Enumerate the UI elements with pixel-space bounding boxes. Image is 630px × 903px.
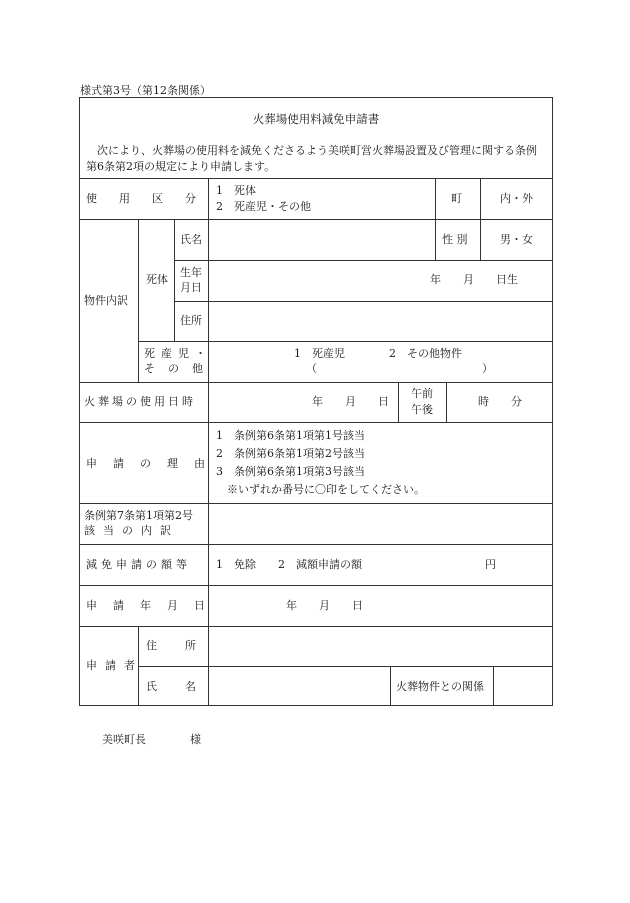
- amount-value: 1 免除 2 減額申請の額: [216, 558, 362, 571]
- town-label: 町: [451, 192, 462, 205]
- birth-label-line2: 月日: [180, 281, 202, 294]
- am-label: 午前: [411, 387, 433, 400]
- pm-label: 午後: [411, 403, 433, 416]
- row-divider: [80, 544, 552, 545]
- application-date-label: 申請年月日: [86, 599, 221, 612]
- row-divider: [138, 341, 552, 342]
- addressee: 美咲町長 様: [102, 733, 201, 746]
- row-divider: [174, 260, 552, 261]
- usage-label: 使用区分: [86, 192, 218, 205]
- reason-label: 申請の理由: [86, 457, 221, 470]
- row-divider: [80, 219, 552, 220]
- applicant-label: 申請者: [86, 659, 143, 672]
- column-divider: [398, 382, 399, 422]
- row-divider: [80, 626, 552, 627]
- intro-text: 次により、火葬場の使用料を減免くださるよう美咲町営火葬場設置及び管理に関する条例第6条第2項の規定により申請します。: [86, 144, 537, 173]
- row-divider: [80, 178, 552, 179]
- address-label: 住所: [180, 314, 202, 327]
- row-divider: [80, 422, 552, 423]
- application-form: [79, 97, 553, 706]
- stillborn-label-line2: その他: [144, 362, 216, 375]
- stillborn-options: 1 死産児 2 その他物件: [294, 347, 462, 360]
- column-divider: [446, 382, 447, 422]
- column-divider: [435, 219, 436, 260]
- body-label: 死体: [146, 273, 168, 286]
- item-details-label: 物件内訳: [84, 294, 128, 307]
- relation-label: 火葬物件との関係: [396, 680, 484, 693]
- row-divider: [80, 585, 552, 586]
- usage-option-body: 1 死体: [216, 184, 256, 197]
- reason-item-1: 1 条例第6条第1項第1号該当: [216, 429, 365, 442]
- usage-time-value: 時 分: [478, 395, 522, 408]
- reason-item-3: 3 条例第6条第1項第3号該当: [216, 465, 365, 478]
- sex-value: 男・女: [500, 233, 533, 246]
- usage-date-value: 年 月 日: [312, 395, 389, 408]
- column-divider: [480, 178, 481, 219]
- application-date-value: 年 月 日: [286, 599, 363, 612]
- row-divider: [138, 666, 552, 667]
- reason-item-2: 2 条例第6条第1項第2号該当: [216, 447, 365, 460]
- reason-note: ※いずれか番号に〇印をしてください。: [227, 483, 425, 496]
- name-label: 氏名: [180, 233, 202, 246]
- form-title: 火葬場使用料減免申請書: [252, 112, 380, 126]
- amount-label: 減免申請の額等: [86, 558, 191, 571]
- column-divider: [480, 219, 481, 260]
- column-divider: [138, 219, 139, 382]
- birth-label-line1: 生年: [180, 266, 202, 279]
- article7-label-line2: 該当の内訳: [84, 524, 179, 537]
- applicant-address-label: 住所: [146, 639, 224, 652]
- column-divider: [435, 178, 436, 219]
- sex-label: 性 別: [442, 233, 468, 246]
- stillborn-parenthesis: （ ）: [306, 362, 493, 375]
- column-divider: [493, 666, 494, 706]
- article7-label-line1: 条例第7条第1項第2号: [84, 509, 193, 522]
- row-divider: [80, 382, 552, 383]
- stillborn-label-line1: 死産児・: [144, 347, 212, 360]
- usage-date-label: 火葬場の使用日時: [84, 395, 196, 408]
- birth-date-value: 年 月 日生: [430, 273, 518, 286]
- column-divider: [208, 178, 209, 706]
- row-divider: [174, 301, 552, 302]
- column-divider: [174, 219, 175, 341]
- yen-label: 円: [485, 558, 496, 571]
- form-number-label: 様式第3号（第12条関係）: [80, 84, 211, 97]
- column-divider: [390, 666, 391, 706]
- usage-option-stillborn: 2 死産児・その他: [216, 200, 311, 213]
- applicant-name-label: 氏名: [146, 680, 224, 693]
- inside-outside: 内・外: [500, 192, 533, 205]
- row-divider: [80, 503, 552, 504]
